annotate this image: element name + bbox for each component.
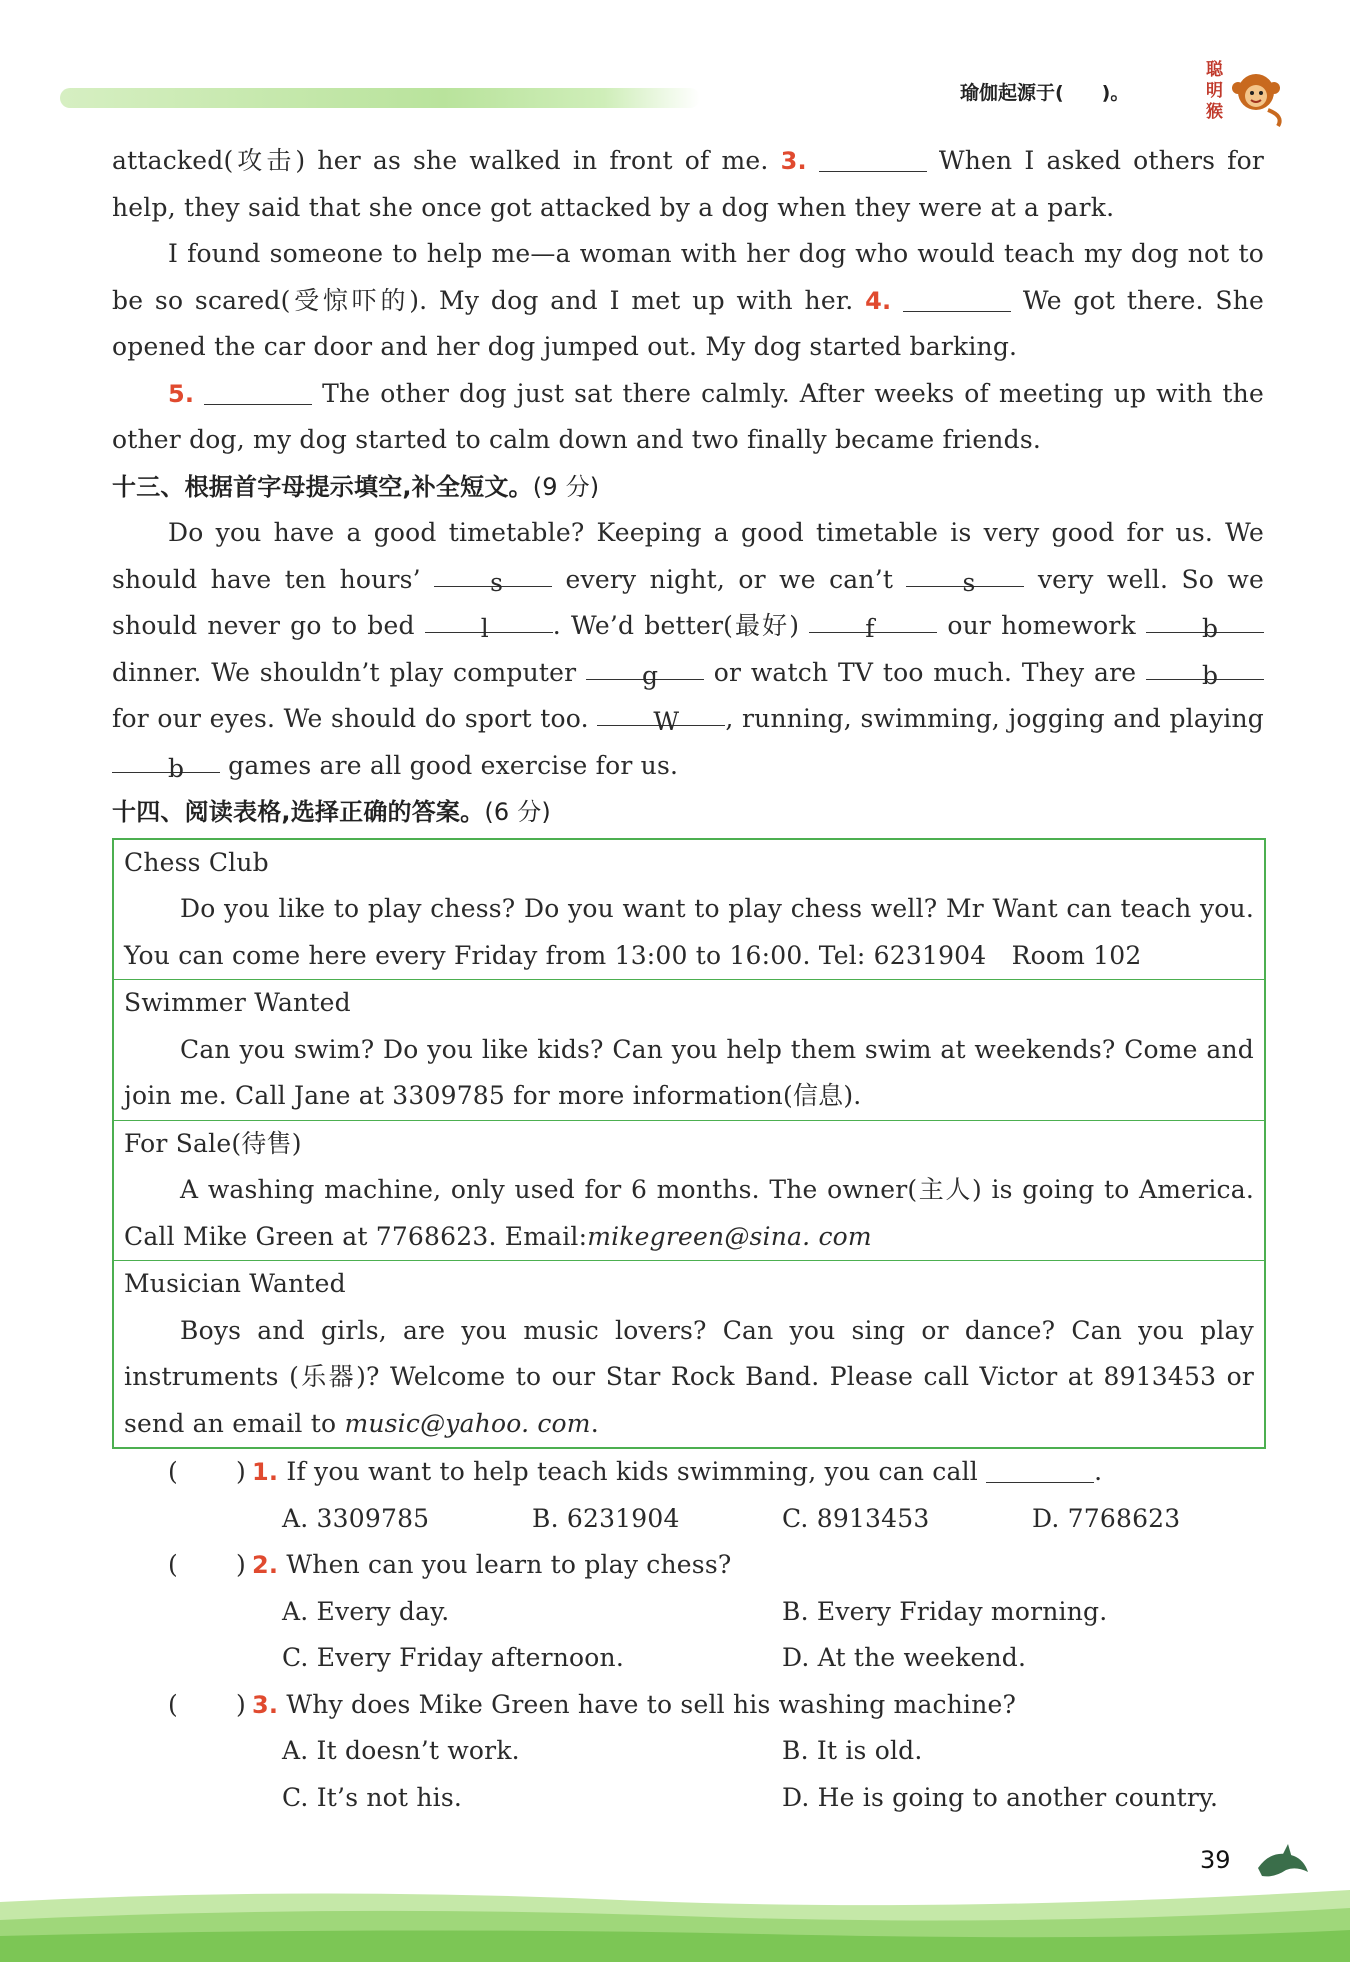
ad-chess-club [114,840,1264,980]
ad-body [124,1167,1254,1260]
ad-title: Musician Wanted [124,1269,346,1298]
cloze-blank[interactable] [597,699,725,736]
options-row [112,1775,1264,1822]
email-link[interactable]: music@yahoo. com [344,1408,591,1438]
answer-blank[interactable] [986,1456,1094,1483]
cloze-blank[interactable] [586,653,704,690]
email-link[interactable]: mikegreen@sina. com [587,1221,872,1251]
answer-blank[interactable] [204,378,312,405]
ad-body-text: . [590,1408,599,1438]
initial-letter: g [642,660,659,690]
question-number: 3. [780,147,807,175]
option-d[interactable]: D. 7768623 [1032,1503,1181,1533]
cloze-blank[interactable] [112,746,220,783]
ads-table [112,838,1266,1450]
question-row [112,1542,1264,1589]
passage-text: I found someone to help me—a woman with her dog who would teach my dog not to be so scared(受惊吓的). My dog and I met up with her. [112,239,1264,315]
section-title [112,464,1264,511]
options-row [112,1589,1264,1636]
question-row [112,1449,1264,1496]
question-text [252,1682,1016,1729]
options-row [112,1496,1264,1543]
initial-letter: f [865,614,875,643]
question-number: 2. [252,1551,279,1579]
section-title [112,789,1264,836]
options-row [112,1728,1264,1775]
initial-letter: l [480,614,489,643]
initial-letter: b [1202,660,1219,690]
cloze-blank[interactable] [1146,653,1264,690]
ad-title: For Sale(待售) [124,1128,302,1158]
passage-text: The other dog just sat there calmly. After weeks of meeting up with the other dog, my dog started to calm down and two finally became friends. [112,378,1264,454]
question-stem: When can you learn to play chess? [286,1550,732,1579]
ad-musician-wanted [114,1260,1264,1447]
ad-body-text: A washing machine, only used for 6 months. The owner(主人) is going to America. Call Mike Green at 7768623. Email: [124,1175,1254,1251]
ad-body-text: Boys and girls, are you music lovers? Can you sing or dance? Can you play instruments (乐器)? Welcome to our Star Rock Band. Please call Victor at 8913453 or send an email to [124,1315,1254,1438]
passage-paragraph [112,231,1264,371]
ad-body: Can you swim? Do you like kids? Can you help them swim at weekends? Come and join me. Call Jane at 3309785 for more information(信息). [124,1034,1254,1110]
monkey-icon [1198,58,1288,128]
cloze-text: every night, or we can’t [565,564,894,594]
answer-bracket-open: ( [168,1457,178,1486]
option-a[interactable]: A. It doesn’t work. [282,1736,520,1765]
cloze-blank[interactable] [434,560,552,597]
passage-text: attacked(攻击) her as she walked in front of me. [112,146,769,175]
question-text [252,1542,731,1589]
answer-bracket-open: ( [168,1689,178,1719]
initial-letter: b [168,753,185,783]
section-title-text: 十四、阅读表格,选择正确的答案。 [112,798,485,826]
option-c[interactable]: C. It’s not his. [282,1782,462,1812]
question-number: 4. [865,286,892,315]
cloze-blank[interactable] [906,560,1024,597]
passage-paragraph [112,371,1264,464]
cloze-blank[interactable] [425,606,553,643]
cloze-blank[interactable] [1146,606,1264,643]
ad-for-sale [114,1120,1264,1261]
ad-body [124,1308,1254,1448]
cloze-paragraph [112,510,1264,789]
question-row [112,1682,1264,1729]
ad-title: Chess Club [124,847,269,877]
answer-bracket-close: ) [236,1550,246,1579]
question-stem: Why does Mike Green have to sell his washing machine? [286,1689,1017,1719]
section-points: (9 分) [532,472,600,501]
question-text [252,1449,1102,1496]
page-content [112,138,1264,1821]
header-decor-band [60,88,700,108]
option-c[interactable]: C. Every Friday afternoon. [282,1643,624,1672]
cloze-text: very well. So we should never go to bed [112,564,1264,640]
section-title-text: 十三、根据首字母提示填空,补全短文。 [112,472,533,501]
monkey-logo [1198,58,1288,128]
answer-blank[interactable] [819,145,927,172]
answer-bracket-close: ) [236,1457,246,1486]
passage-text: We got there. She opened the car door and her dog jumped out. My dog started barking. [112,285,1265,361]
option-b[interactable]: B. It is old. [782,1736,923,1765]
initial-letter: s [490,567,504,597]
question-number: 1. [252,1458,279,1486]
option-a[interactable]: A. 3309785 [282,1503,430,1533]
answer-bracket-close: ) [236,1689,246,1719]
cloze-text: games are all good exercise for us. [228,750,679,780]
ad-body: Do you like to play chess? Do you want to play chess well? Mr Want can teach you. You can come here every Friday from 13:00 to 16:00. Tel: 6231904 Room 102 [124,894,1254,970]
cloze-text: our homework [947,611,1136,640]
dolphin-icon [1252,1838,1312,1888]
question-number: 3. [252,1690,279,1719]
answer-blank[interactable] [903,285,1011,312]
option-b[interactable]: B. 6231904 [532,1503,680,1533]
ad-title: Swimmer Wanted [124,988,351,1017]
option-c[interactable]: C. 8913453 [782,1503,930,1533]
question-stem: If you want to help teach kids swimming, you can call [286,1457,978,1486]
footer-wave-decor [0,1850,1350,1962]
question-number: 5. [168,379,195,408]
cloze-text: Do you have a good timetable? Keeping a good timetable is very good for us. We should have ten hours’ [112,518,1264,594]
cloze-text: or watch TV too much. They are [713,657,1137,687]
cloze-text: . We’d better(最好) [552,611,800,640]
initial-letter: s [962,567,976,597]
passage-text: When I asked others for help, [112,146,1265,222]
options-row [112,1635,1264,1682]
cloze-text: dinner. We shouldn’t play computer [112,657,577,687]
option-d[interactable]: D. At the weekend. [782,1643,1027,1672]
passage-text: they said that she once got attacked by a dog when they were at a park. [184,192,1115,222]
cloze-text: for our eyes. We should do sport too. [112,704,589,733]
header-question: 瑜伽起源于( )。 [960,82,1130,104]
cloze-blank[interactable] [809,606,937,643]
option-b[interactable]: B. Every Friday morning. [782,1596,1108,1626]
answer-bracket-open: ( [168,1550,178,1579]
brand-text: 聪明猴 [1206,60,1223,122]
option-a[interactable]: A. Every day. [282,1596,450,1626]
passage-line [112,138,1264,231]
question-stem: . [1094,1457,1103,1486]
ad-swimmer-wanted [114,979,1264,1120]
initial-letter: b [1201,614,1219,643]
initial-letter: W [653,707,680,736]
section-points: (6 分) [484,798,551,826]
option-d[interactable]: D. He is going to another country. [782,1782,1219,1812]
cloze-text: , running, swimming, jogging and playing [725,704,1264,733]
page-number: 39 [1200,1846,1231,1874]
